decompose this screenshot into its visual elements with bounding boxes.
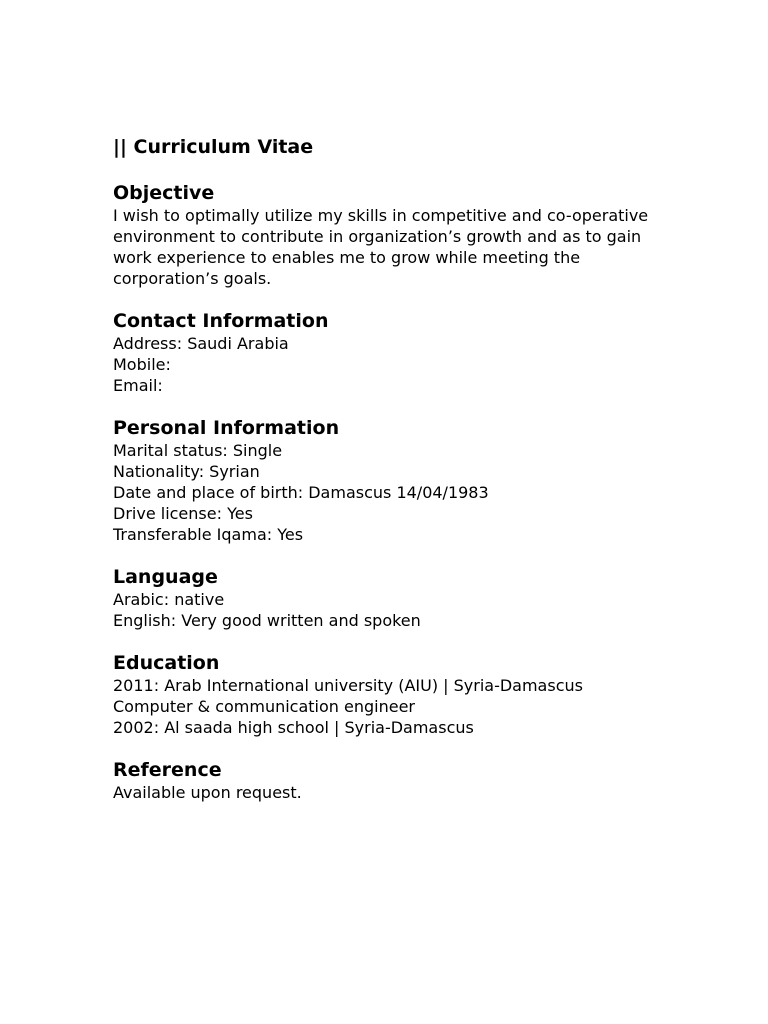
education-heading: Education: [113, 652, 220, 674]
personal-heading: Personal Information: [113, 417, 340, 439]
contact-section: [113, 310, 673, 396]
personal-section: [113, 417, 673, 545]
reference-text: Available upon request.: [113, 783, 302, 802]
education-university: 2011: Arab International university (AIU) | Syria-Damascus: [113, 676, 583, 695]
cv-document: [113, 135, 673, 824]
contact-address: Address: Saudi Arabia: [113, 334, 289, 353]
reference-heading: Reference: [113, 759, 222, 781]
personal-nationality: Nationality: Syrian: [113, 462, 260, 481]
language-arabic: Arabic: native: [113, 590, 225, 609]
objective-heading: Objective: [113, 182, 215, 204]
education-section: [113, 652, 673, 738]
language-english: English: Very good written and spoken: [113, 611, 421, 630]
personal-birth: Date and place of birth: Damascus 14/04/1983: [113, 483, 489, 502]
contact-mobile: Mobile:: [113, 355, 171, 374]
education-high-school: 2002: Al saada high school | Syria-Damascus: [113, 718, 474, 737]
education-degree: Computer & communication engineer: [113, 697, 415, 716]
language-heading: Language: [113, 566, 218, 588]
contact-email: Email:: [113, 376, 163, 395]
personal-drive-license: Drive license: Yes: [113, 504, 253, 523]
language-section: [113, 566, 673, 631]
contact-heading: Contact Information: [113, 310, 329, 332]
objective-section: [113, 182, 673, 289]
personal-marital-status: Marital status: Single: [113, 441, 283, 460]
personal-iqama: Transferable Iqama: Yes: [113, 525, 304, 544]
reference-section: [113, 759, 673, 803]
document-title: || Curriculum Vitae: [113, 136, 314, 158]
objective-text: I wish to optimally utilize my skills in competitive and co-operative environment to contribute in organization’s growth and as to gain work experience to enables me to grow while meeting the corporation’s goals.: [113, 206, 649, 288]
